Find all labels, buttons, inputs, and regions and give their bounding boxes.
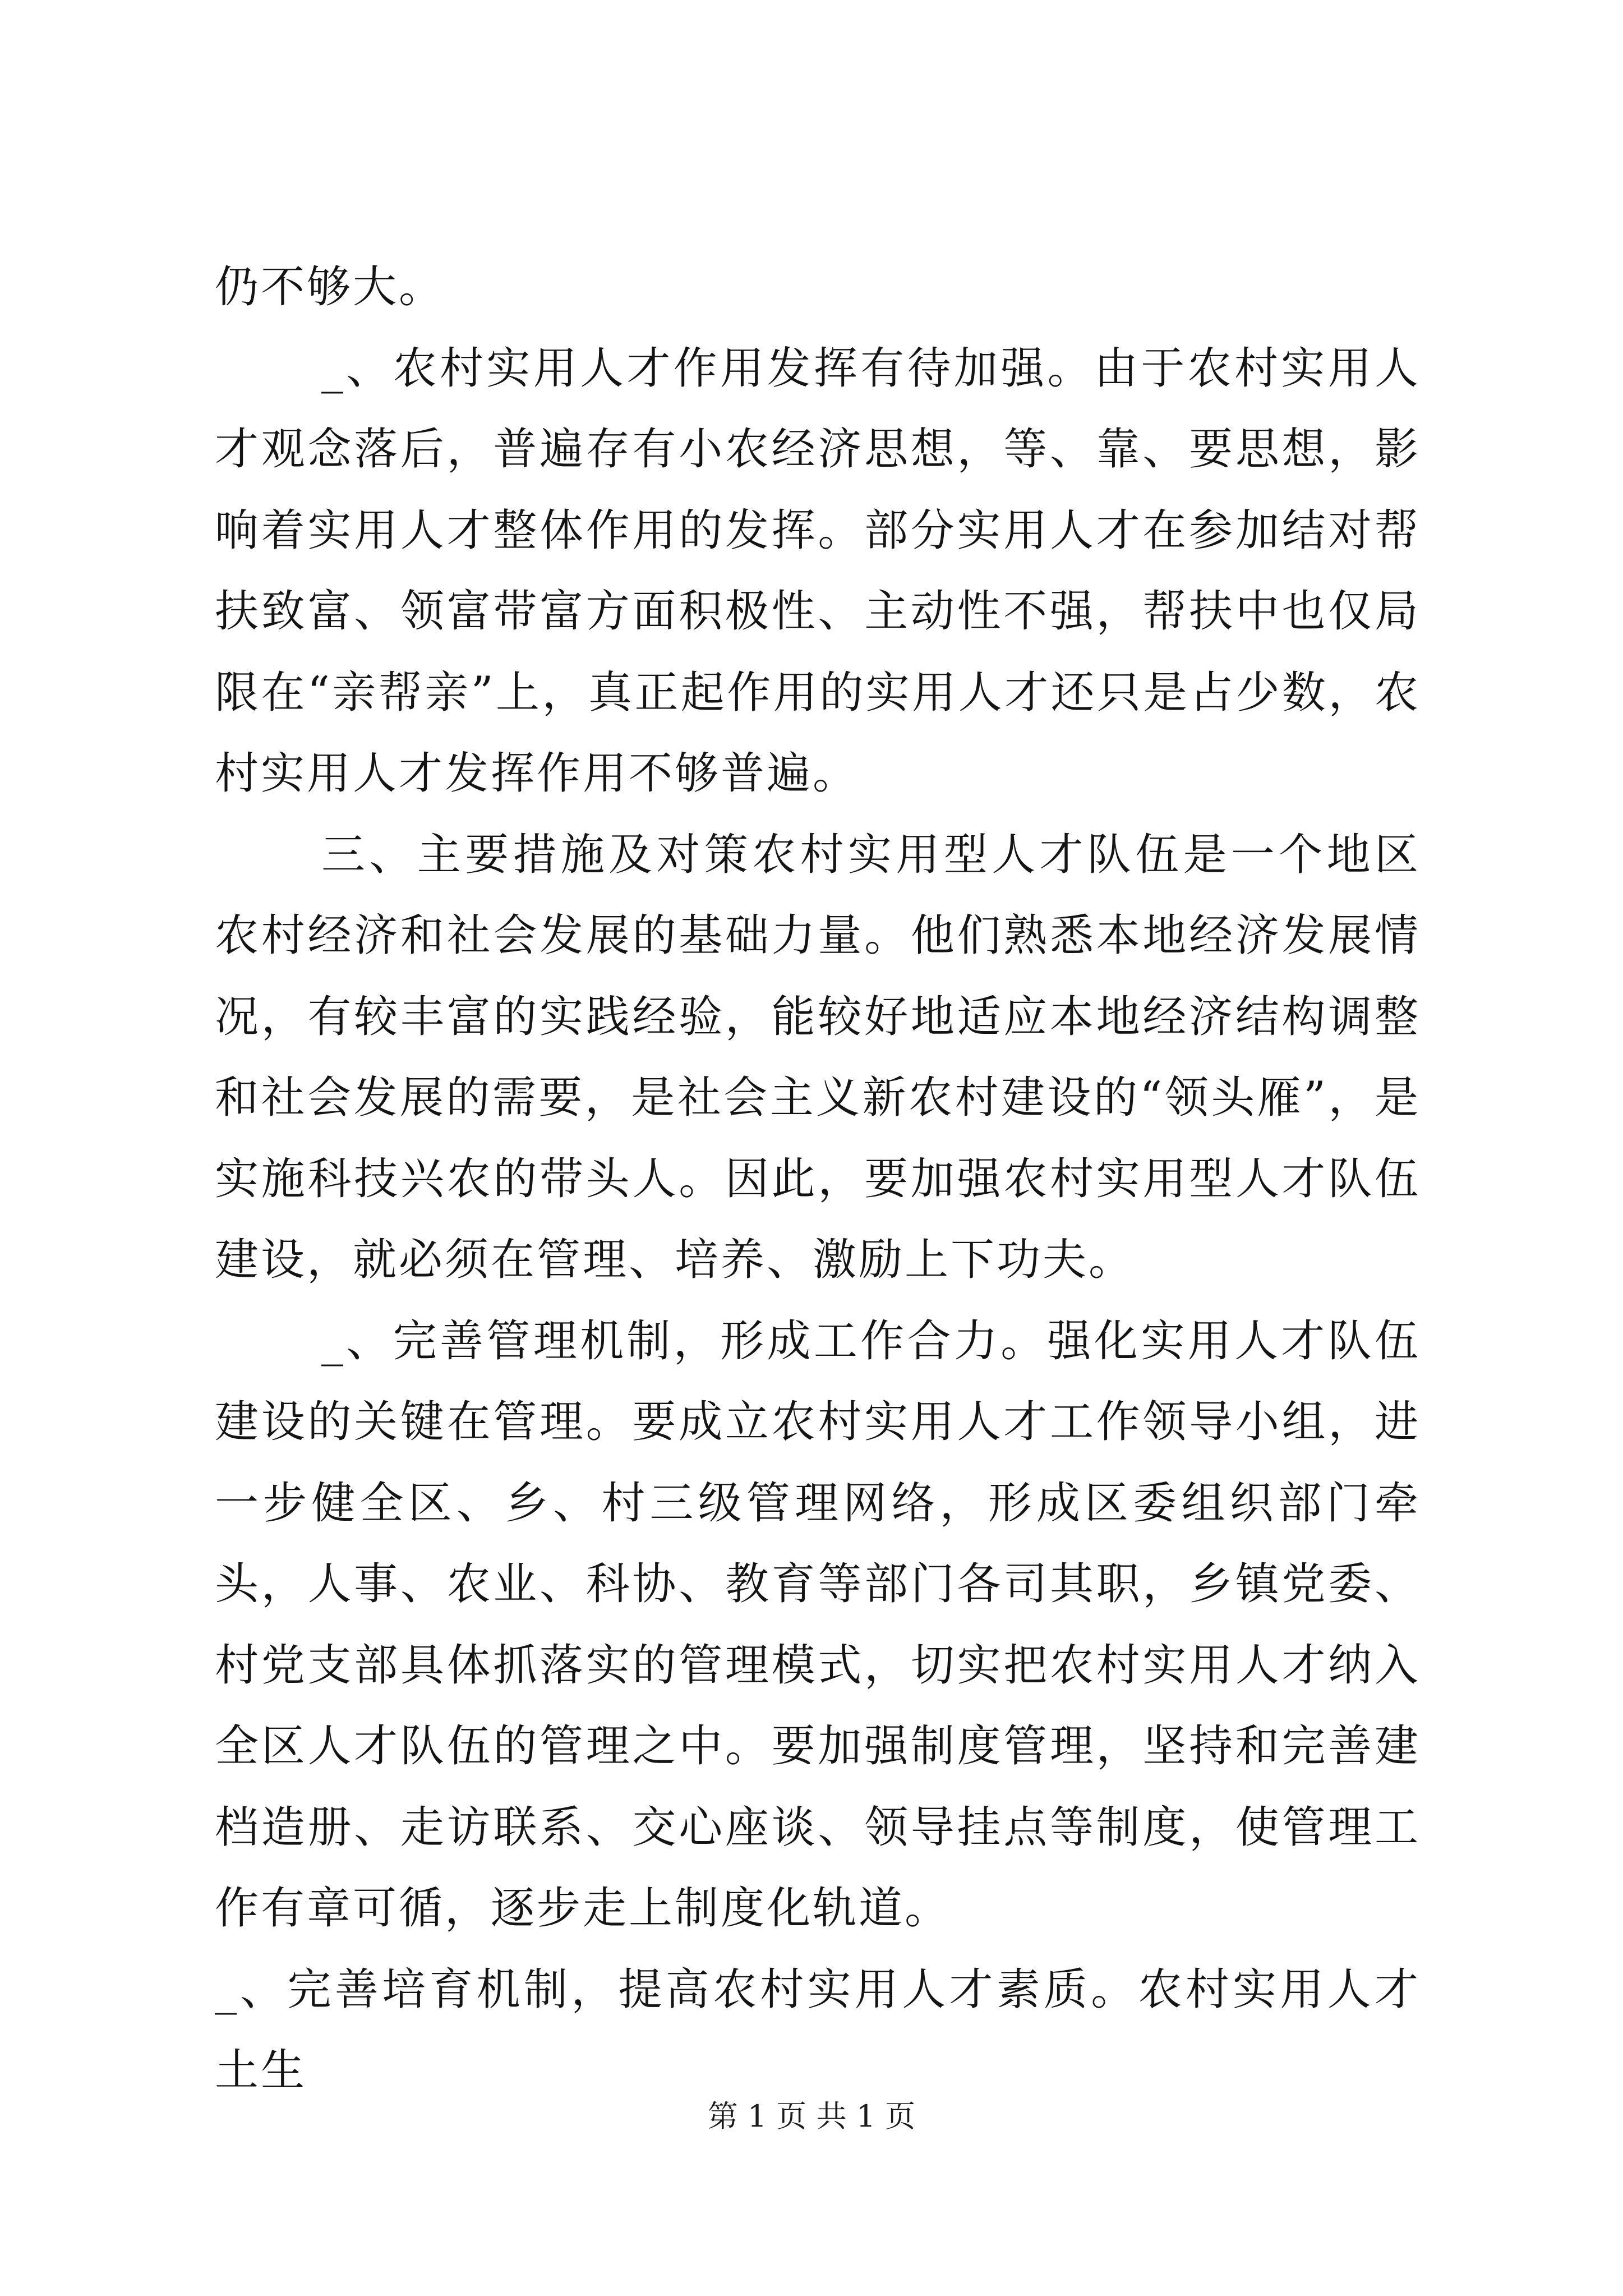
paragraph-measures: 三、主要措施及对策农村实用型人才队伍是一个地区农村经济和社会发展的基础力量。他们熟悉本地经济发展情况，有较丰富的实践经验，能较好地适应本地经济结构调整和社会发展的需要，是社会主义新农村建设的“领头雁”，是实施科技兴农的带头人。因此，要加强农村实用型人才队伍建设，就必须在管理、培养、激励上下功夫。	[215, 829, 1421, 1285]
paragraph-continuation: 仍不够大。	[215, 262, 445, 312]
paragraph-training-mechanism: _、完善培育机制，提高农村实用人才素质。农村实用人才土生	[215, 1964, 1421, 2096]
document-body	[215, 247, 1421, 2111]
page-footer: 第 1 页 共 1 页	[707, 2099, 916, 2134]
paragraph-talent-role: _、农村实用人才作用发挥有待加强。由于农村实用人才观念落后，普遍存有小农经济思想，等、靠、要思想，影响着实用人才整体作用的发挥。部分实用人才在参加结对帮扶致富、领富带富方面积极性、主动性不强，帮扶中也仅局限在“亲帮亲”上，真正起作用的实用人才还只是占少数，农村实用人才发挥作用不够普遍。	[215, 343, 1421, 799]
paragraph-management-mechanism: _、完善管理机制，形成工作合力。强化实用人才队伍建设的关键在管理。要成立农村实用人才工作领导小组，进一步健全区、乡、村三级管理网络，形成区委组织部门牵头，人事、农业、科协、教育等部门各司其职，乡镇党委、村党支部具体抓落实的管理模式，切实把农村实用人才纳入全区人才队伍的管理之中。要加强制度管理，坚持和完善建档造册、走访联系、交心座谈、领导挂点等制度，使管理工作有章可循，逐步走上制度化轨道。	[215, 1315, 1421, 1934]
